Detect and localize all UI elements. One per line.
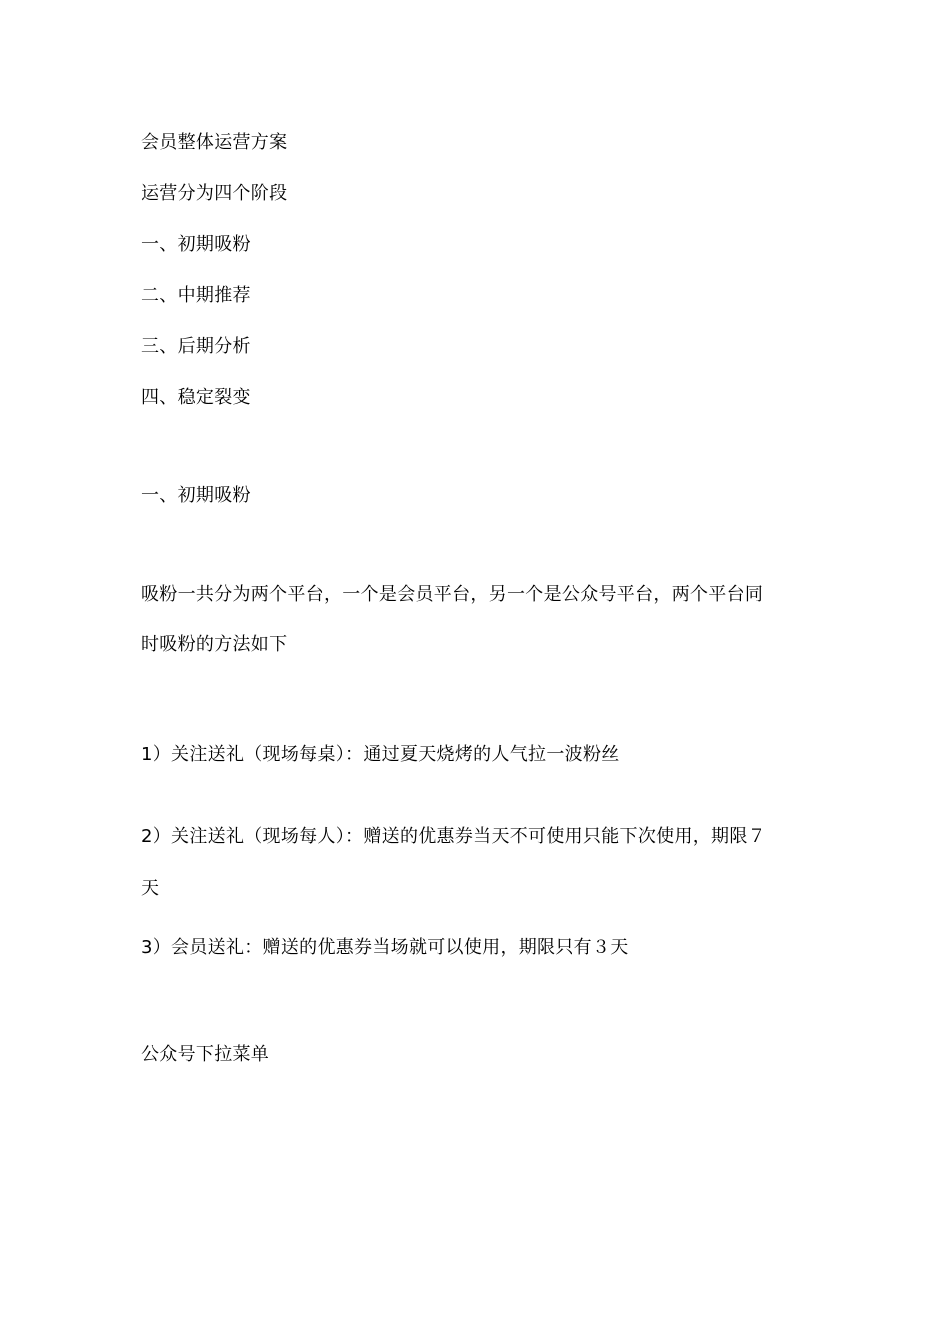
intro-text: 运营分为四个阶段	[141, 183, 288, 204]
method-item-3: 3）会员送礼：赠送的优惠券当场就可以使用，期限只有３天	[141, 937, 629, 958]
stage-item: 四、稳定裂变	[141, 387, 251, 408]
stage-item: 三、后期分析	[141, 336, 251, 357]
paragraph-line: 吸粉一共分为两个平台，一个是会员平台，另一个是公众号平台，两个平台同	[141, 584, 764, 605]
method-item-2: 2）关注送礼（现场每人）：赠送的优惠券当天不可使用只能下次使用，期限７	[141, 826, 766, 847]
stage-item: 一、初期吸粉	[141, 234, 251, 255]
document-title: 会员整体运营方案	[141, 132, 288, 153]
stage-item: 二、中期推荐	[141, 285, 251, 306]
method-item-2-continued: 天	[141, 878, 160, 899]
menu-heading: 公众号下拉菜单	[141, 1044, 270, 1065]
paragraph-line: 时吸粉的方法如下	[141, 634, 288, 655]
section-heading: 一、初期吸粉	[141, 485, 251, 506]
method-item-1: 1）关注送礼（现场每桌）：通过夏天烧烤的人气拉一波粉丝	[141, 744, 620, 765]
